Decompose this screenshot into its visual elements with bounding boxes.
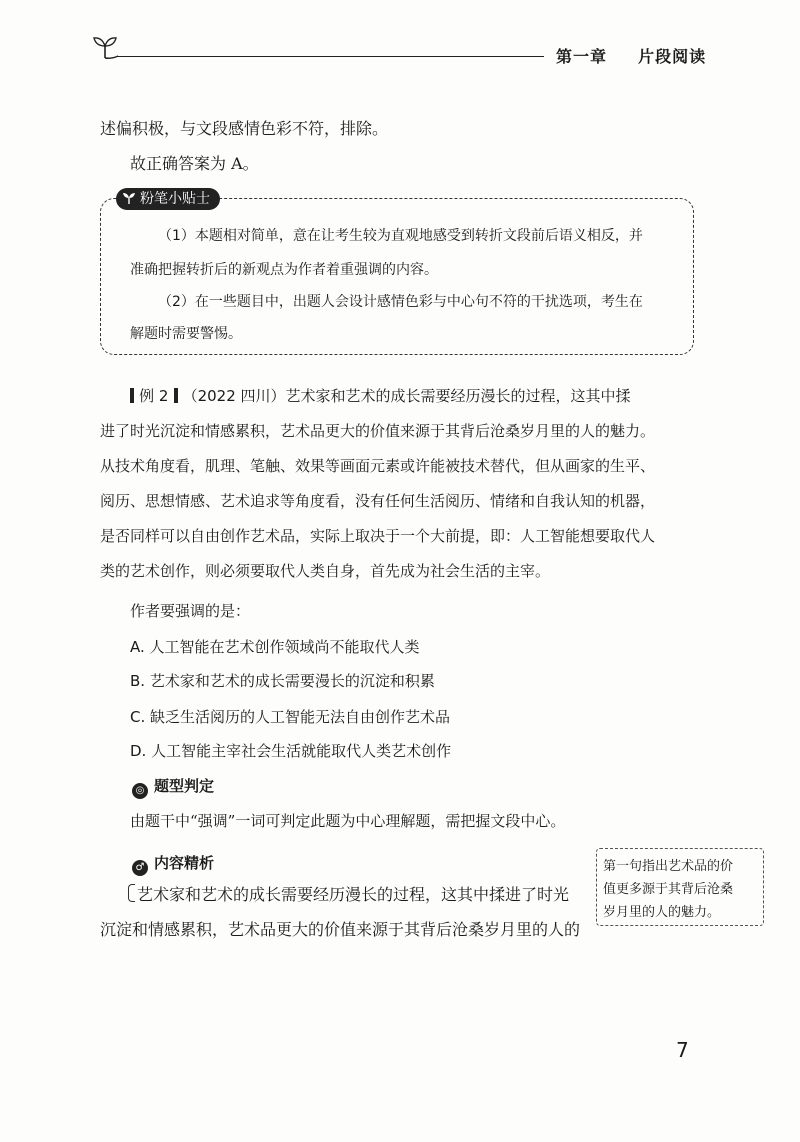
option-b: B. 艺术家和艺术的成长需要漫长的沉淀和积累	[130, 672, 435, 690]
side-note-line-3: 岁月里的人的魅力。	[603, 905, 721, 920]
option-c: C. 缺乏生活阅历的人工智能无法自由创作艺术品	[130, 708, 451, 726]
tip-p2-line2: 解题时需要警惕。	[130, 326, 242, 342]
side-note-box	[596, 848, 764, 926]
question-stem: 作者要强调的是：	[130, 602, 251, 620]
tip-badge-label: 粉笔小贴士	[140, 191, 210, 207]
analysis-line-2: 沉淀和情感累积，艺术品更大的价值来源于其背后沧桑岁月里的人的	[100, 920, 581, 939]
header-rule	[116, 56, 544, 57]
type-section-text: 由题干中“强调”一词可判定此题为中心理解题，需把握文段中心。	[130, 812, 566, 830]
target-icon: ◎	[132, 783, 148, 799]
chapter-number: 第一章	[556, 47, 608, 66]
example-line-5: 是否同样可以自由创作艺术品，实际上取决于一个大前提，即：人工智能想要取代人	[100, 527, 656, 545]
example-label: 例 2	[139, 387, 169, 405]
chapter-heading	[556, 44, 706, 67]
intro-line-1: 述偏积极，与文段感情色彩不符，排除。	[100, 119, 389, 138]
bracket-mark	[128, 884, 135, 902]
example-line-6: 类的艺术创作，则必须要取代人类自身，首先成为社会生活的主宰。	[100, 562, 551, 580]
analysis-line-1: 艺术家和艺术的成长需要经历漫长的过程，这其中揉进了时光	[137, 885, 570, 904]
magnifier-icon: ♂	[132, 860, 148, 876]
tip-p1-line1: （1）本题相对简单，意在让考生较为直观地感受到转折文段前后语义相反，并	[158, 228, 643, 244]
page-number: 7	[676, 1038, 689, 1062]
example-line-4: 阅历、思想情感、艺术追求等角度看，没有任何生活阅历、情绪和自我认知的机器，	[100, 492, 656, 510]
example-first-line	[130, 385, 631, 406]
chapter-title: 片段阅读	[638, 47, 707, 66]
sprout-icon	[90, 32, 120, 62]
side-note-line-2: 值更多源于其背后沧桑	[603, 882, 734, 897]
tip-p1-line2: 准确把握转折后的新观点为作者着重强调的内容。	[130, 262, 438, 278]
type-section-heading	[132, 775, 214, 799]
option-d: D. 人工智能主宰社会生活就能取代人类艺术创作	[130, 742, 452, 760]
leaf-icon	[122, 191, 136, 205]
tip-p2-line1: （2）在一些题目中，出题人会设计感情色彩与中心句不符的干扰选项，考生在	[158, 294, 643, 310]
tip-badge	[116, 188, 220, 210]
example-line-2: 进了时光沉淀和情感累积，艺术品更大的价值来源于其背后沧桑岁月里的人的魅力。	[100, 422, 656, 440]
side-note-line-1: 第一句指出艺术品的价	[603, 859, 734, 874]
analysis-line-1-wrap	[128, 882, 569, 905]
option-a: A. 人工智能在艺术创作领域尚不能取代人类	[130, 638, 420, 656]
analysis-heading-text: 内容精析	[154, 854, 215, 872]
type-heading-text: 题型判定	[154, 777, 215, 795]
example-line-1: 艺术家和艺术的成长需要经历漫长的过程，这其中揉	[285, 387, 631, 405]
example-bar-right	[174, 388, 178, 403]
example-line-3: 从技术角度看，肌理、笔触、效果等画面元素或许能被技术替代，但从画家的生平、	[100, 457, 656, 475]
example-source: （2022 四川）	[182, 387, 286, 405]
example-bar-left	[130, 388, 134, 403]
analysis-section-heading	[132, 852, 214, 876]
intro-line-2: 故正确答案为 A。	[130, 154, 259, 173]
